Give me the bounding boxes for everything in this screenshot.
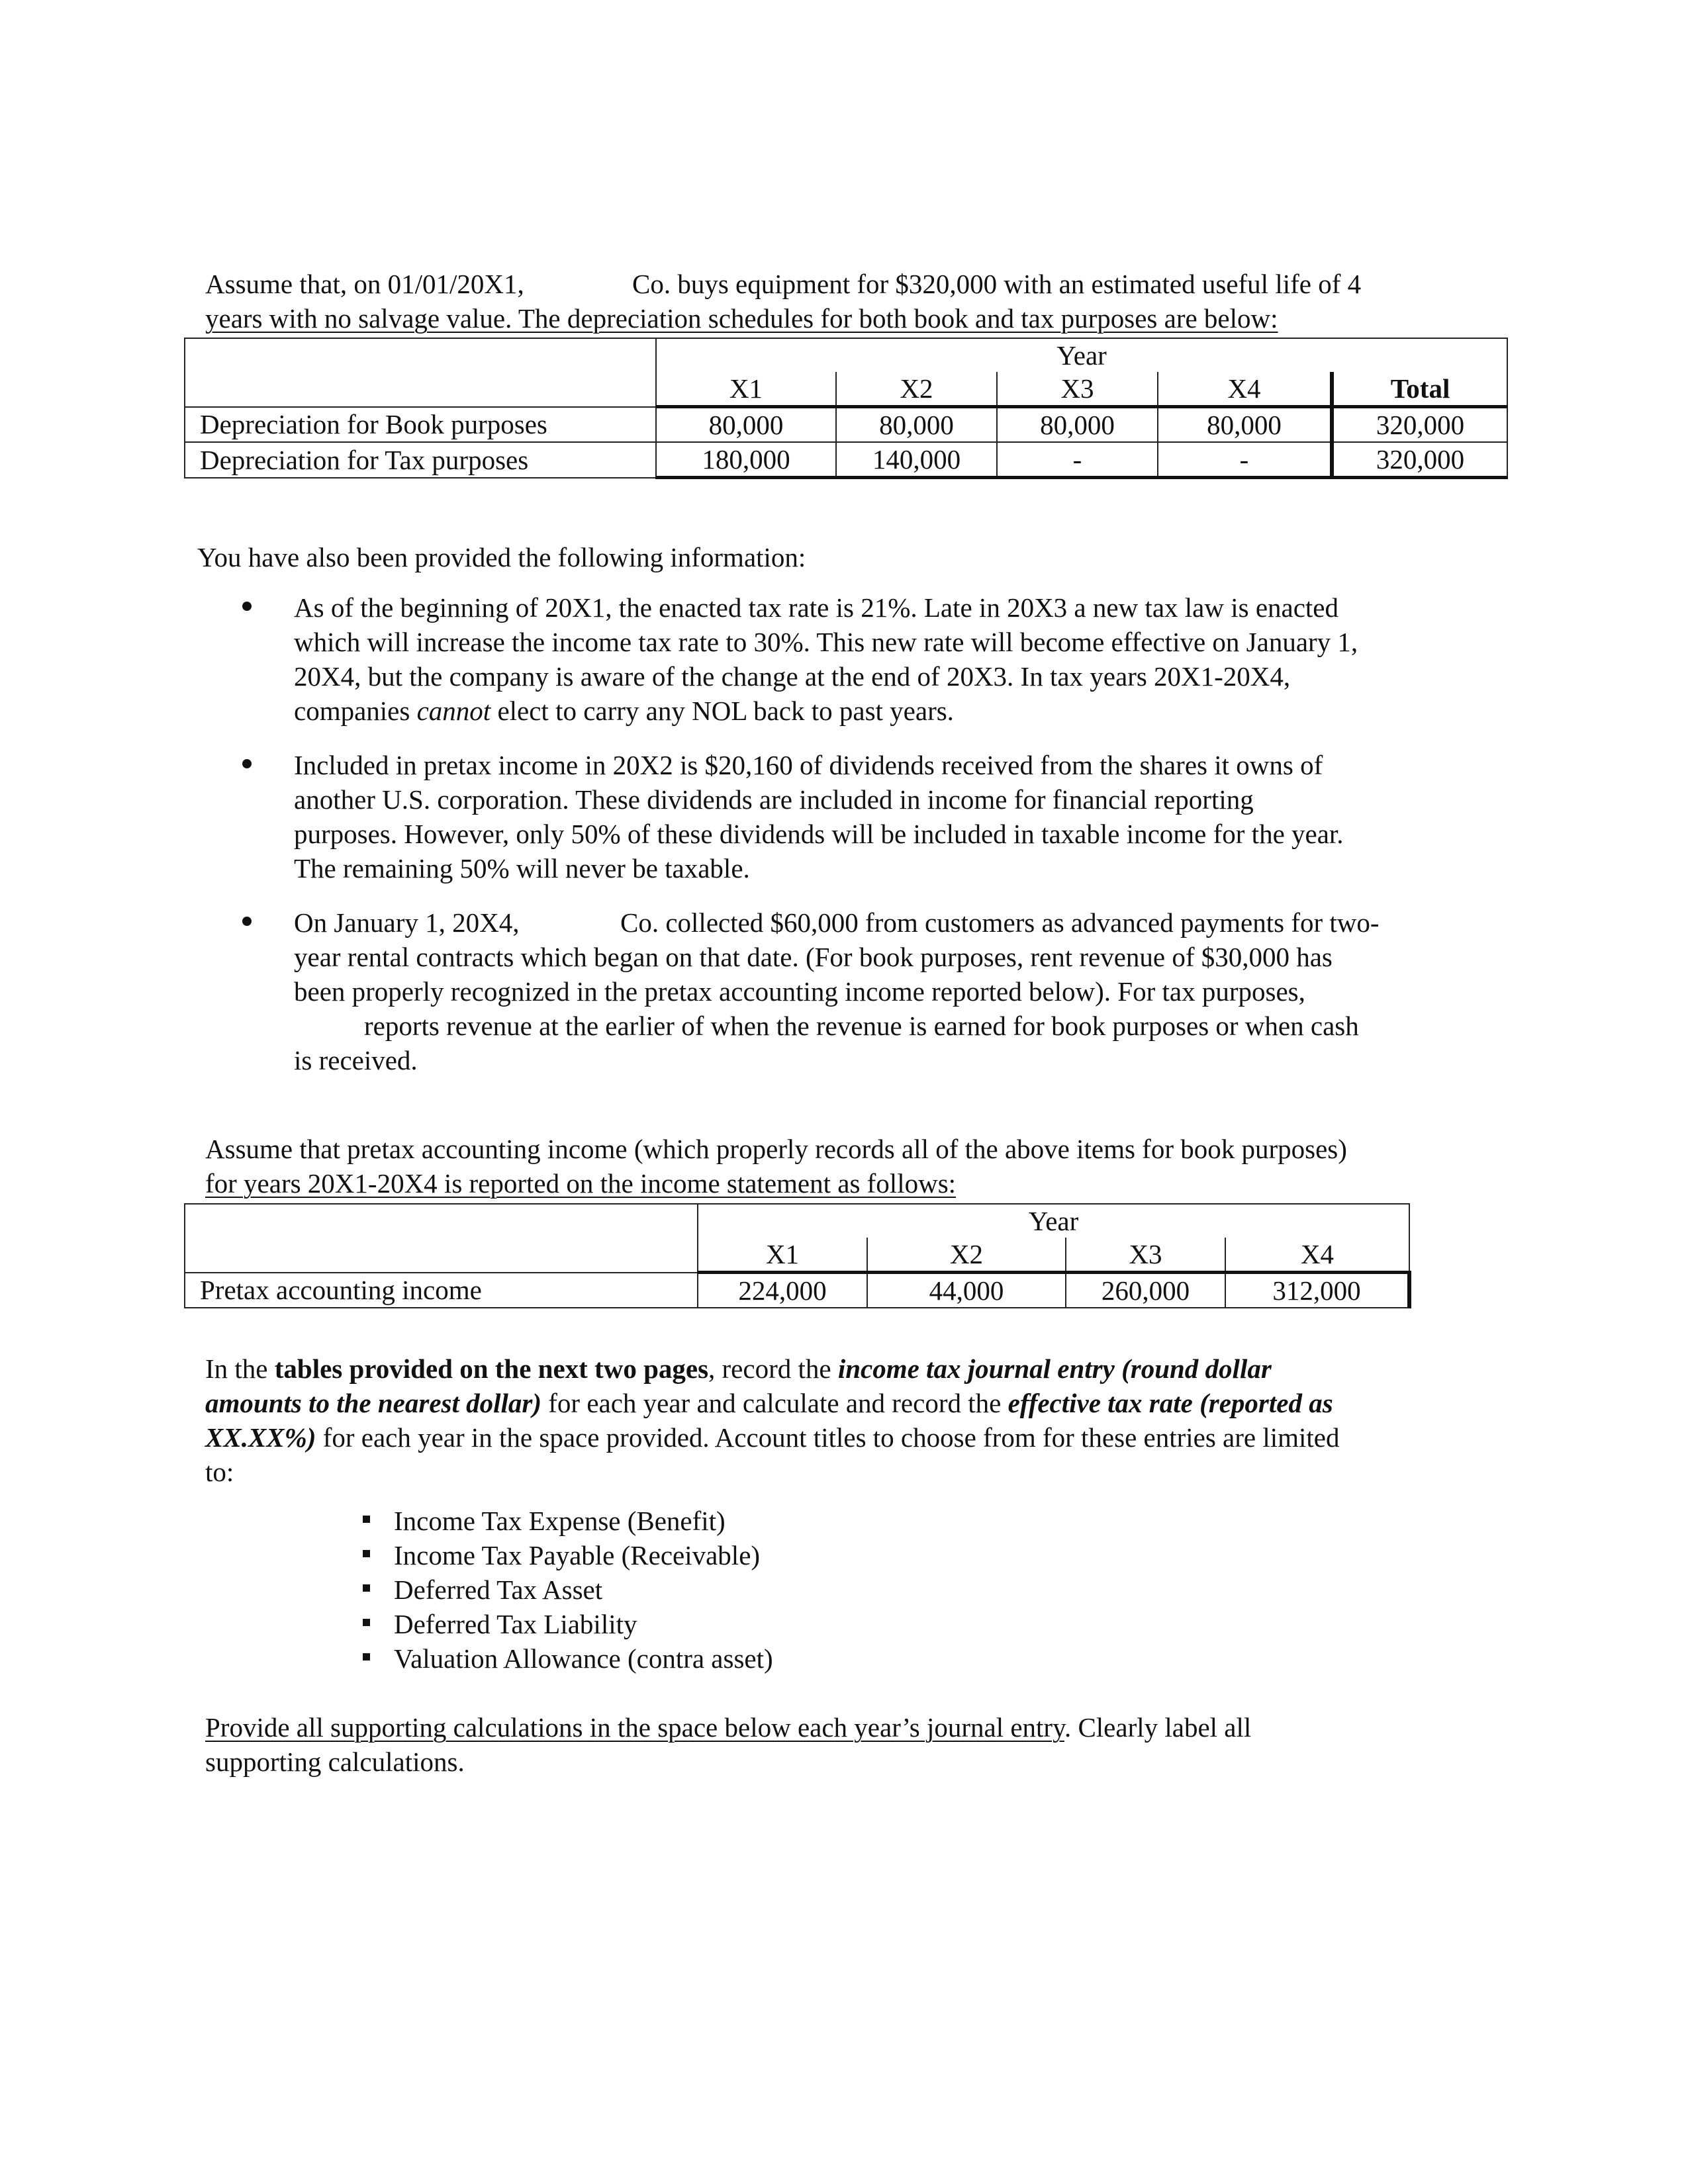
pretax-year-header: Year (698, 1204, 1409, 1238)
info-intro: You have also been provided the following information: (197, 542, 806, 572)
bullet-3-line-1a: On January 1, 20X4, (294, 907, 520, 938)
bullet-1-line-1: As of the beginning of 20X1, the enacted tax rate is 21%. Late in 20X3 a new tax law is enacted (294, 592, 1338, 623)
table-cell: 260,000 (1066, 1273, 1225, 1308)
account-title: Income Tax Expense (Benefit) (394, 1506, 726, 1536)
account-title: Deferred Tax Liability (394, 1609, 637, 1639)
bullet-1-line-2: which will increase the income tax rate to 30%. This new rate will become effective on January 1, (294, 627, 1358, 657)
account-title: Deferred Tax Asset (394, 1574, 603, 1605)
table-cell: 44,000 (867, 1273, 1066, 1308)
intro-line-2: years with no salvage value. The depreciation schedules for both book and tax purposes are below: (205, 303, 1278, 334)
depreciation-year-header-row (185, 338, 1507, 372)
row-label: Pretax accounting income (185, 1273, 698, 1308)
square-bullet-icon (363, 1516, 370, 1523)
depreciation-row-book (185, 407, 1507, 443)
depreciation-col-x1: X1 (656, 372, 836, 407)
depreciation-col-x2: X2 (836, 372, 997, 407)
closing-line-2: supporting calculations. (205, 1747, 465, 1777)
closing-line-1: Provide all supporting calculations in the space below each year’s journal entry. Clearly label all (205, 1712, 1252, 1743)
table-cell: 80,000 (836, 407, 997, 443)
row-label: Depreciation for Tax purposes (185, 442, 656, 478)
table-cell: 224,000 (698, 1273, 867, 1308)
bullet-dot-icon (242, 759, 252, 768)
pretax-year-header-row (185, 1204, 1409, 1238)
row-label: Depreciation for Book purposes (185, 407, 656, 443)
table-cell: - (997, 442, 1158, 478)
intro-line-1a: Assume that, on 01/01/20X1, (205, 269, 524, 299)
bullet-2-line-4: The remaining 50% will never be taxable. (294, 853, 750, 884)
pretax-row (185, 1273, 1409, 1308)
table-cell: 80,000 (656, 407, 836, 443)
depreciation-row-tax (185, 442, 1507, 478)
table-cell: 320,000 (1332, 407, 1507, 443)
depreciation-col-x3: X3 (997, 372, 1158, 407)
bullet-dot-icon (242, 917, 252, 926)
depreciation-table (184, 338, 1508, 479)
depreciation-col-total: Total (1332, 372, 1507, 407)
bullet-3-line-5: is received. (294, 1045, 418, 1075)
bullet-2-line-2: another U.S. corporation. These dividends are included in income for financial reporting (294, 784, 1254, 815)
bullet-3-line-3: been properly recognized in the pretax accounting income reported below). For tax purposes, (294, 976, 1305, 1007)
bullet-1-line-3: 20X4, but the company is aware of the change at the end of 20X3. In tax years 20X1-20X4, (294, 661, 1291, 692)
instructions-line-2: amounts to the nearest dollar) for each year and calculate and record the effective tax rate (reported as (205, 1388, 1333, 1418)
table-cell: 180,000 (656, 442, 836, 478)
pretax-col-x4: X4 (1225, 1238, 1409, 1273)
table-cell: 80,000 (997, 407, 1158, 443)
bullet-2-line-3: purposes. However, only 50% of these dividends will be included in taxable income for the year. (294, 819, 1344, 849)
square-bullet-icon (363, 1550, 370, 1557)
square-bullet-icon (363, 1653, 370, 1661)
depreciation-year-header: Year (656, 338, 1507, 372)
pretax-intro-line-1: Assume that pretax accounting income (which properly records all of the above items for book purposes) (205, 1134, 1347, 1164)
bullet-3-line-4: reports revenue at the earlier of when the revenue is earned for book purposes or when cash (364, 1011, 1359, 1041)
account-title: Valuation Allowance (contra asset) (394, 1643, 773, 1674)
pretax-income-table (184, 1203, 1411, 1308)
pretax-intro-line-2: for years 20X1-20X4 is reported on the income statement as follows: (205, 1168, 957, 1199)
table-cell: 320,000 (1332, 442, 1507, 478)
pretax-col-x2: X2 (867, 1238, 1066, 1273)
bullet-dot-icon (242, 602, 252, 611)
intro-line-1b: Co. buys equipment for $320,000 with an estimated useful life of 4 (632, 269, 1362, 299)
depreciation-corner-cell (185, 338, 656, 407)
pretax-corner-cell (185, 1204, 698, 1273)
instructions-line-3: XX.XX%) for each year in the space provided. Account titles to choose from for these entries are limited (205, 1422, 1340, 1453)
square-bullet-icon (363, 1619, 370, 1626)
table-cell: 312,000 (1225, 1273, 1409, 1308)
account-title: Income Tax Payable (Receivable) (394, 1540, 761, 1570)
depreciation-col-x4: X4 (1158, 372, 1332, 407)
table-cell: 80,000 (1158, 407, 1332, 443)
bullet-3-line-1b: Co. collected $60,000 from customers as advanced payments for two- (620, 907, 1380, 938)
pretax-col-x1: X1 (698, 1238, 867, 1273)
bullet-3-line-2: year rental contracts which began on that date. (For book purposes, rent revenue of $30,000 has (294, 942, 1333, 972)
bullet-1-line-4: companies cannot elect to carry any NOL back to past years. (294, 696, 954, 726)
bullet-2-line-1: Included in pretax income in 20X2 is $20,160 of dividends received from the shares it owns of (294, 750, 1323, 780)
pretax-col-x3: X3 (1066, 1238, 1225, 1273)
instructions-line-4: to: (205, 1457, 234, 1487)
square-bullet-icon (363, 1584, 370, 1592)
table-cell: - (1158, 442, 1332, 478)
table-cell: 140,000 (836, 442, 997, 478)
instructions-line-1: In the tables provided on the next two pages, record the income tax journal entry (round dollar (205, 1353, 1272, 1384)
